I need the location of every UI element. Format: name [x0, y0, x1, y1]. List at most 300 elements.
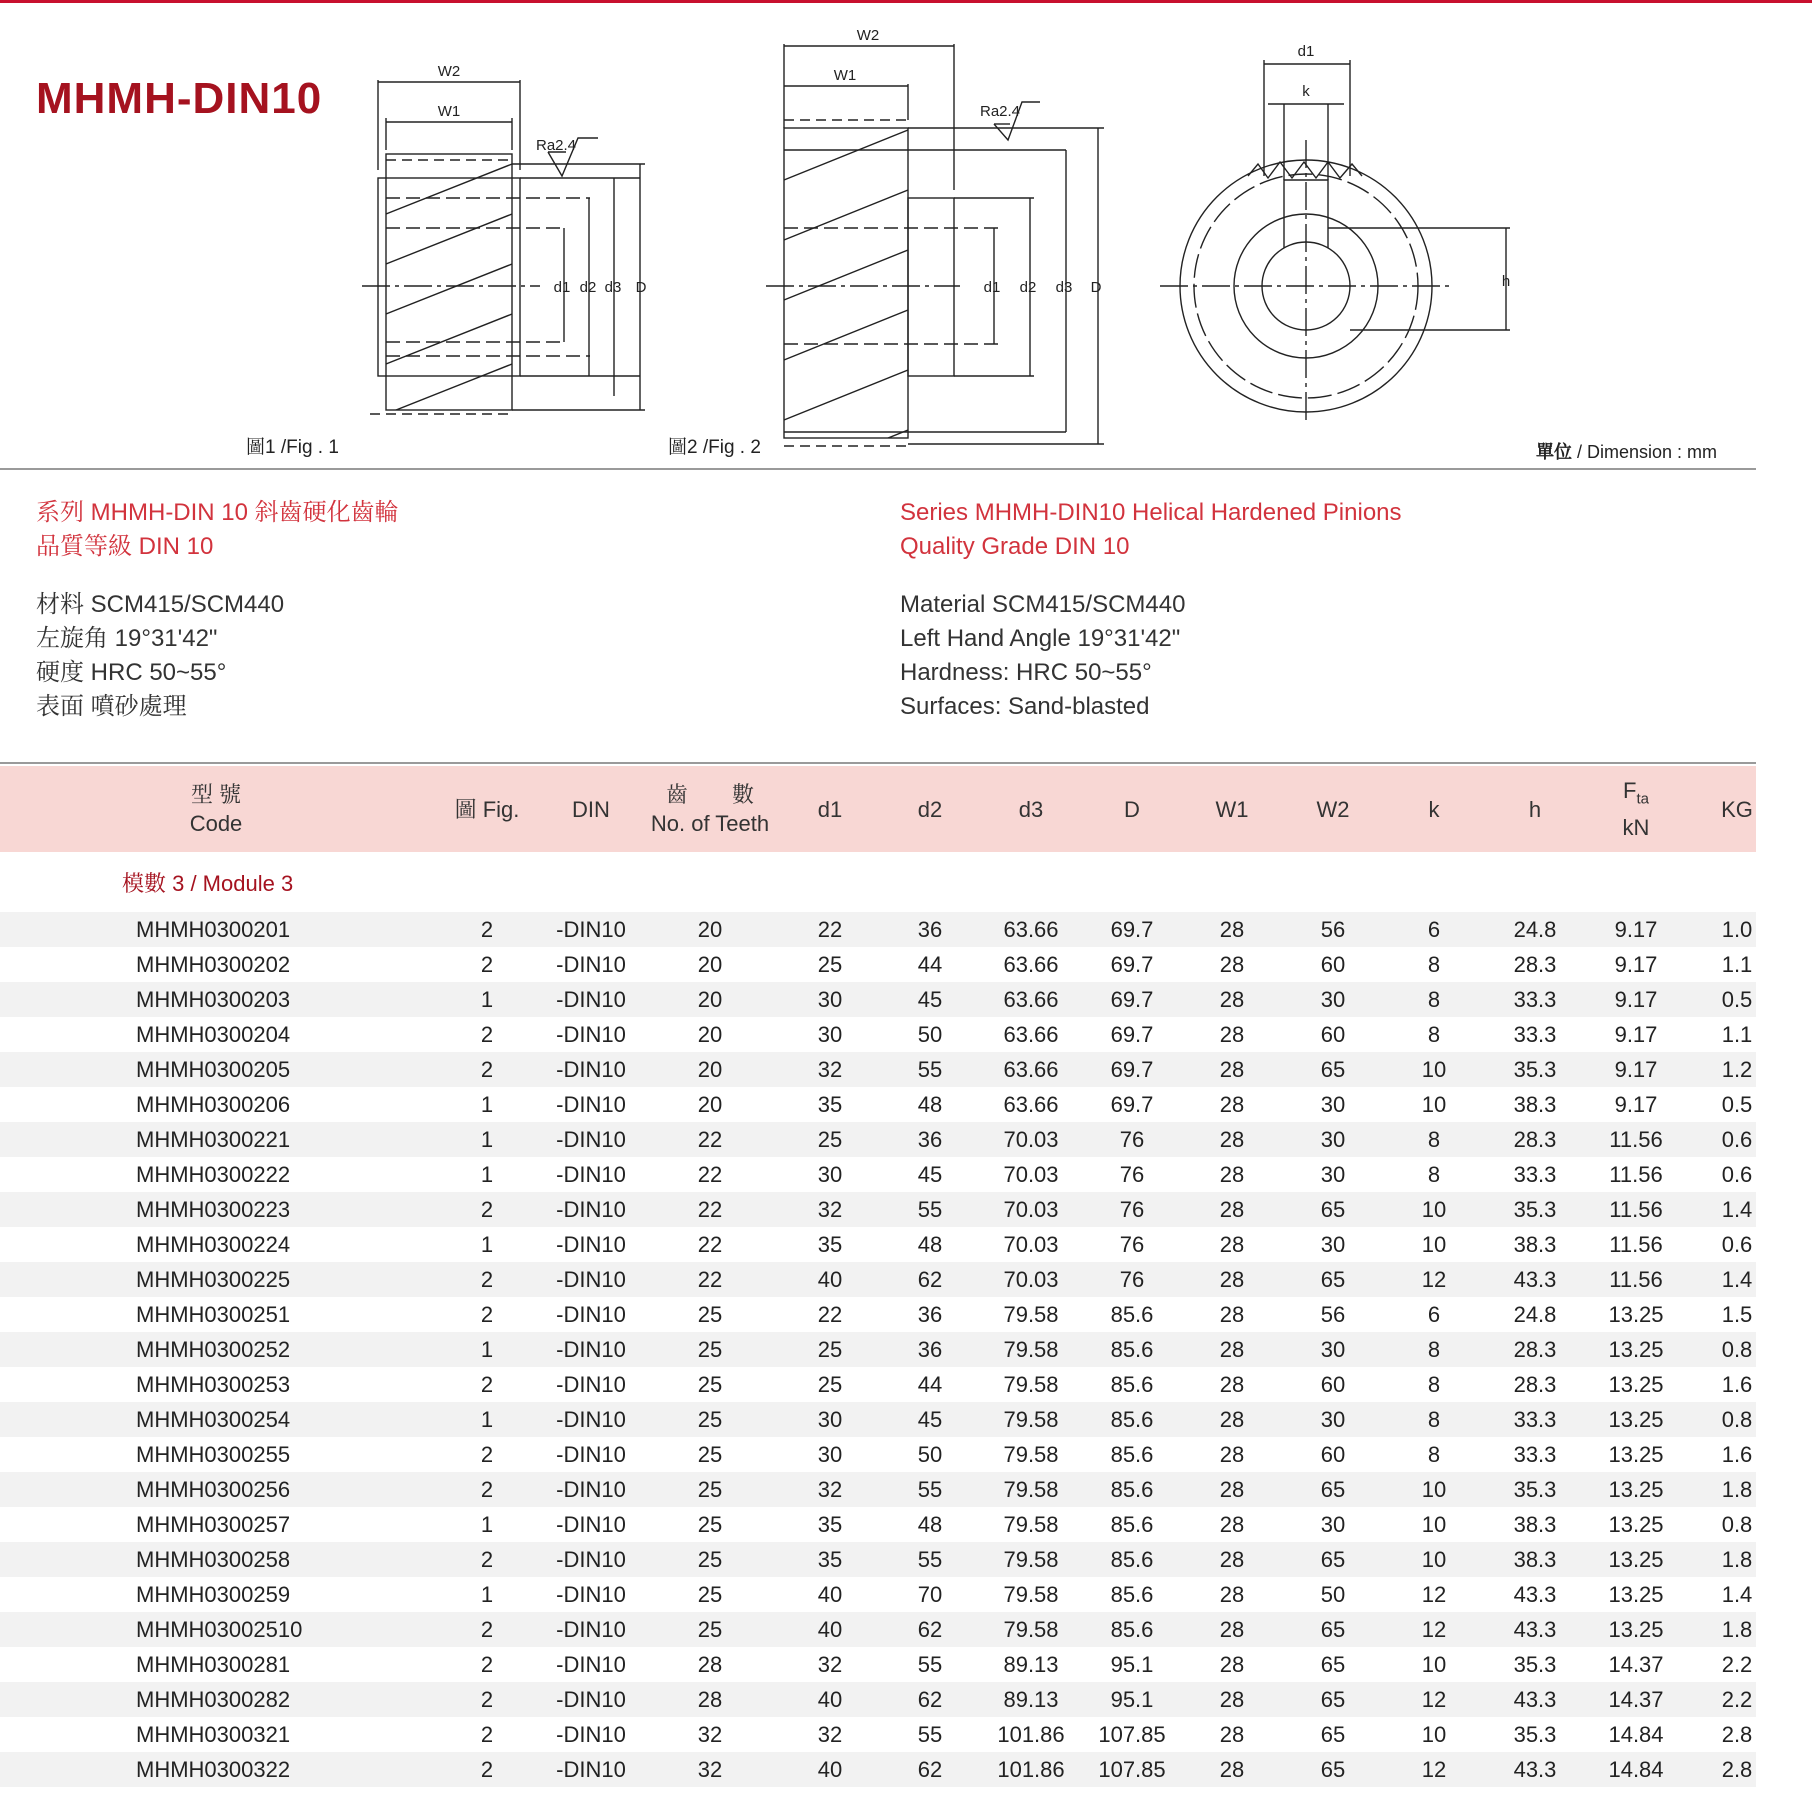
cell-w1: 28 — [1219, 1021, 1245, 1047]
fig1-caption: 圖1 /Fig . 1 — [246, 437, 339, 458]
cell-k: 8 — [1427, 986, 1441, 1012]
cell-d2: 62 — [917, 1756, 943, 1782]
cell-code: MHMH0300258 — [136, 1546, 291, 1572]
side-d1-label: d1 — [1297, 43, 1315, 60]
cell-din: -DIN10 — [556, 1371, 626, 1397]
cell-code: MHMH03002510 — [136, 1616, 303, 1642]
cell-w2: 30 — [1320, 1126, 1346, 1152]
cell-fig: 2 — [480, 1616, 494, 1642]
cell-kg: 1.0 — [1721, 916, 1753, 942]
cell-h: 28.3 — [1513, 1126, 1557, 1152]
cell-kg: 0.6 — [1721, 1161, 1753, 1187]
cell-w2: 60 — [1320, 1021, 1346, 1047]
cell-code: MHMH0300256 — [136, 1476, 291, 1502]
cell-k: 8 — [1427, 951, 1441, 977]
cell-d3: 79.58 — [1003, 1476, 1059, 1502]
cell-teeth: 20 — [697, 1021, 723, 1047]
cell-kg: 2.8 — [1721, 1756, 1753, 1782]
cell-w1: 28 — [1219, 1301, 1245, 1327]
cell-d1: 35 — [817, 1231, 843, 1257]
cell-kg: 0.6 — [1721, 1231, 1753, 1257]
cell-h: 24.8 — [1513, 916, 1557, 942]
cell-d1: 30 — [817, 1161, 843, 1187]
spec-en-series: Series MHMH-DIN10 Helical Hardened Pinions — [900, 499, 1402, 526]
cell-d3: 89.13 — [1003, 1686, 1059, 1712]
cell-teeth: 28 — [697, 1686, 723, 1712]
cell-w1: 28 — [1219, 1336, 1245, 1362]
cell-fta: 13.25 — [1608, 1476, 1664, 1502]
divider-top — [0, 468, 1756, 470]
cell-fta: 14.37 — [1608, 1686, 1664, 1712]
cell-h: 33.3 — [1513, 986, 1557, 1012]
cell-w2: 50 — [1320, 1581, 1346, 1607]
fig2-d3-label: d3 — [1055, 279, 1073, 296]
cell-d3: 79.58 — [1003, 1546, 1059, 1572]
cell-w2: 65 — [1320, 1616, 1346, 1642]
cell-fig: 2 — [480, 1266, 494, 1292]
cell-code: MHMH0300224 — [136, 1231, 291, 1257]
spec-zh-surface: 表面 噴砂處理 — [36, 693, 187, 720]
cell-fta: 13.25 — [1608, 1581, 1664, 1607]
cell-w2: 60 — [1320, 951, 1346, 977]
cell-d2: 55 — [917, 1651, 943, 1677]
cell-h: 28.3 — [1513, 1371, 1557, 1397]
cell-teeth: 22 — [697, 1161, 723, 1187]
cell-k: 12 — [1421, 1616, 1447, 1642]
fig1-d2-label: d2 — [579, 279, 597, 296]
cell-din: -DIN10 — [556, 1126, 626, 1152]
cell-fta: 13.25 — [1608, 1511, 1664, 1537]
cell-kg: 0.8 — [1721, 1406, 1753, 1432]
cell-w2: 56 — [1320, 916, 1346, 942]
cell-d3: 63.66 — [1003, 916, 1059, 942]
header-fig: 圖 Fig. — [454, 796, 520, 822]
dimension-unit-note — [1536, 438, 1717, 464]
cell-h: 35.3 — [1513, 1721, 1557, 1747]
cell-kg: 1.8 — [1721, 1616, 1753, 1642]
cell-d1: 32 — [817, 1651, 843, 1677]
cell-teeth: 25 — [697, 1476, 723, 1502]
cell-k: 10 — [1421, 1196, 1447, 1222]
cell-d2: 55 — [917, 1721, 943, 1747]
table-row — [0, 1332, 1756, 1367]
cell-kg: 1.6 — [1721, 1441, 1753, 1467]
cell-D: 76 — [1119, 1266, 1145, 1292]
cell-fig: 2 — [480, 1721, 494, 1747]
table-row — [0, 1017, 1756, 1052]
cell-teeth: 20 — [697, 986, 723, 1012]
cell-code: MHMH0300281 — [136, 1651, 291, 1677]
cell-d2: 48 — [917, 1091, 943, 1117]
header-D: D — [1124, 796, 1140, 822]
cell-fig: 1 — [480, 1336, 494, 1362]
cell-d2: 44 — [917, 951, 943, 977]
cell-D: 85.6 — [1110, 1476, 1154, 1502]
cell-d2: 45 — [917, 1161, 943, 1187]
cell-d1: 25 — [817, 1371, 843, 1397]
cell-d2: 48 — [917, 1511, 943, 1537]
cell-fta: 14.84 — [1608, 1756, 1664, 1782]
cell-d2: 70 — [917, 1581, 943, 1607]
cell-fta: 11.56 — [1609, 1231, 1663, 1257]
cell-k: 10 — [1421, 1511, 1447, 1537]
cell-d2: 55 — [917, 1196, 943, 1222]
cell-din: -DIN10 — [556, 1021, 626, 1047]
cell-fta: 11.56 — [1609, 1126, 1663, 1152]
cell-w2: 65 — [1320, 1476, 1346, 1502]
fig1-w2-label: W2 — [437, 63, 461, 80]
cell-d2: 50 — [917, 1441, 943, 1467]
spec-en-material: Material SCM415/SCM440 — [900, 591, 1186, 618]
fig1-d3-label: d3 — [604, 279, 622, 296]
cell-d1: 32 — [817, 1056, 843, 1082]
cell-h: 38.3 — [1513, 1546, 1557, 1572]
cell-fta: 9.17 — [1614, 1021, 1658, 1047]
cell-w1: 28 — [1219, 1616, 1245, 1642]
cell-w2: 30 — [1320, 1161, 1346, 1187]
cell-k: 10 — [1421, 1091, 1447, 1117]
cell-din: -DIN10 — [556, 1231, 626, 1257]
cell-D: 85.6 — [1110, 1336, 1154, 1362]
cell-din: -DIN10 — [556, 916, 626, 942]
cell-k: 6 — [1427, 916, 1441, 942]
cell-d3: 63.66 — [1003, 1056, 1059, 1082]
header-d3: d3 — [1018, 796, 1044, 822]
cell-d1: 35 — [817, 1091, 843, 1117]
cell-teeth: 20 — [697, 951, 723, 977]
fig1-d1-label: d1 — [553, 279, 571, 296]
table-row — [0, 1437, 1756, 1472]
cell-k: 10 — [1421, 1056, 1447, 1082]
cell-fig: 1 — [480, 1126, 494, 1152]
cell-w2: 60 — [1320, 1371, 1346, 1397]
fig1-D-label: D — [635, 279, 647, 296]
cell-w2: 30 — [1320, 1406, 1346, 1432]
cell-fig: 2 — [480, 1371, 494, 1397]
cell-d2: 55 — [917, 1056, 943, 1082]
cell-k: 6 — [1427, 1301, 1441, 1327]
cell-k: 12 — [1421, 1756, 1447, 1782]
cell-din: -DIN10 — [556, 1196, 626, 1222]
cell-fta: 13.25 — [1608, 1371, 1664, 1397]
cell-k: 8 — [1427, 1371, 1441, 1397]
cell-w1: 28 — [1219, 1126, 1245, 1152]
cell-fig: 1 — [480, 1511, 494, 1537]
side-view-drawing — [1160, 60, 1510, 420]
cell-code: MHMH0300222 — [136, 1161, 291, 1187]
cell-teeth: 22 — [697, 1266, 723, 1292]
table-row — [0, 982, 1756, 1017]
header-din: DIN — [572, 796, 610, 822]
spec-en-grade: Quality Grade DIN 10 — [900, 533, 1130, 560]
cell-w2: 65 — [1320, 1196, 1346, 1222]
cell-din: -DIN10 — [556, 1091, 626, 1117]
cell-kg: 0.5 — [1721, 986, 1753, 1012]
cell-code: MHMH0300204 — [136, 1021, 291, 1047]
cell-h: 28.3 — [1513, 1336, 1557, 1362]
cell-fig: 2 — [480, 1651, 494, 1677]
spec-zh-angle: 左旋角 19°31'42" — [36, 625, 218, 652]
cell-code: MHMH0300254 — [136, 1406, 291, 1432]
cell-D: 85.6 — [1110, 1406, 1154, 1432]
cell-w1: 28 — [1219, 1441, 1245, 1467]
cell-d2: 50 — [917, 1021, 943, 1047]
figure-1-drawing — [362, 80, 645, 464]
cell-h: 33.3 — [1513, 1406, 1557, 1432]
header-w2: W2 — [1316, 796, 1350, 822]
cell-code: MHMH0300282 — [136, 1686, 291, 1712]
cell-d3: 63.66 — [1003, 951, 1059, 977]
table-row — [0, 1367, 1756, 1402]
header-code-zh: 型 號 — [190, 782, 242, 807]
cell-D: 69.7 — [1110, 916, 1154, 942]
cell-w1: 28 — [1219, 1756, 1245, 1782]
cell-din: -DIN10 — [556, 1686, 626, 1712]
spec-zh-grade: 品質等級 DIN 10 — [36, 533, 214, 560]
fig1-w1-label: W1 — [437, 103, 461, 120]
cell-w2: 65 — [1320, 1651, 1346, 1677]
cell-d2: 36 — [917, 1336, 943, 1362]
cell-teeth: 32 — [697, 1721, 723, 1747]
cell-d3: 63.66 — [1003, 1091, 1059, 1117]
spec-zh-series: 系列 MHMH-DIN 10 斜齒硬化齒輪 — [36, 499, 399, 526]
cell-d2: 55 — [917, 1546, 943, 1572]
cell-h: 38.3 — [1513, 1091, 1557, 1117]
cell-teeth: 25 — [697, 1371, 723, 1397]
cell-din: -DIN10 — [556, 1476, 626, 1502]
cell-D: 107.85 — [1098, 1721, 1166, 1747]
cell-fig: 1 — [480, 1091, 494, 1117]
cell-kg: 2.2 — [1721, 1686, 1753, 1712]
header-fta-sub: ta — [1636, 790, 1649, 808]
spec-english — [900, 496, 1402, 724]
fig1-ra-label: Ra2.4 — [535, 137, 577, 154]
spec-en-hardness: Hardness: HRC 50~55° — [900, 659, 1152, 686]
cell-h: 35.3 — [1513, 1056, 1557, 1082]
cell-d1: 25 — [817, 1126, 843, 1152]
cell-d1: 22 — [817, 1301, 843, 1327]
cell-code: MHMH0300322 — [136, 1756, 291, 1782]
fig2-d2-label: d2 — [1019, 279, 1037, 296]
cell-kg: 0.6 — [1721, 1126, 1753, 1152]
cell-k: 10 — [1421, 1476, 1447, 1502]
cell-d3: 70.03 — [1003, 1231, 1059, 1257]
cell-code: MHMH0300201 — [136, 916, 291, 942]
cell-din: -DIN10 — [556, 1301, 626, 1327]
cell-code: MHMH0300202 — [136, 951, 291, 977]
cell-w1: 28 — [1219, 1546, 1245, 1572]
cell-din: -DIN10 — [556, 1336, 626, 1362]
spec-zh-material: 材料 SCM415/SCM440 — [36, 591, 285, 618]
cell-fta: 11.56 — [1609, 1266, 1663, 1292]
cell-fig: 2 — [480, 1686, 494, 1712]
cell-code: MHMH0300253 — [136, 1371, 291, 1397]
cell-w1: 28 — [1219, 1231, 1245, 1257]
cell-D: 76 — [1119, 1196, 1145, 1222]
cell-din: -DIN10 — [556, 1581, 626, 1607]
cell-fta: 13.25 — [1608, 1616, 1664, 1642]
cell-d1: 30 — [817, 1021, 843, 1047]
cell-k: 8 — [1427, 1406, 1441, 1432]
cell-fig: 2 — [480, 916, 494, 942]
cell-teeth: 25 — [697, 1301, 723, 1327]
cell-teeth: 22 — [697, 1126, 723, 1152]
cell-w1: 28 — [1219, 1406, 1245, 1432]
cell-code: MHMH0300206 — [136, 1091, 291, 1117]
cell-code: MHMH0300221 — [136, 1126, 291, 1152]
cell-d3: 70.03 — [1003, 1196, 1059, 1222]
cell-code: MHMH0300252 — [136, 1336, 291, 1362]
cell-kg: 1.1 — [1721, 951, 1753, 977]
cell-teeth: 20 — [697, 916, 723, 942]
cell-teeth: 28 — [697, 1651, 723, 1677]
cell-d2: 55 — [917, 1476, 943, 1502]
cell-fta: 9.17 — [1614, 951, 1658, 977]
cell-fig: 2 — [480, 1546, 494, 1572]
cell-teeth: 25 — [697, 1406, 723, 1432]
header-teeth-zh: 齒 數 — [665, 782, 754, 807]
cell-w1: 28 — [1219, 1161, 1245, 1187]
cell-h: 38.3 — [1513, 1231, 1557, 1257]
cell-fta: 13.25 — [1608, 1336, 1664, 1362]
header-d2: d2 — [917, 796, 943, 822]
cell-fig: 2 — [480, 1196, 494, 1222]
cell-h: 43.3 — [1513, 1616, 1557, 1642]
cell-w1: 28 — [1219, 1091, 1245, 1117]
table-row — [0, 1472, 1756, 1507]
cell-w1: 28 — [1219, 1371, 1245, 1397]
cell-h: 28.3 — [1513, 951, 1557, 977]
cell-d2: 62 — [917, 1686, 943, 1712]
cell-w2: 65 — [1320, 1721, 1346, 1747]
unit-suffix: / Dimension : mm — [1571, 442, 1717, 462]
cell-kg: 1.8 — [1721, 1476, 1753, 1502]
cell-w1: 28 — [1219, 1686, 1245, 1712]
cell-fta: 13.25 — [1608, 1301, 1664, 1327]
cell-fta: 9.17 — [1614, 1091, 1658, 1117]
cell-fta: 13.25 — [1608, 1406, 1664, 1432]
cell-d1: 30 — [817, 986, 843, 1012]
table-row — [0, 1752, 1756, 1787]
cell-fig: 1 — [480, 1231, 494, 1257]
cell-d3: 79.58 — [1003, 1511, 1059, 1537]
cell-w2: 30 — [1320, 1336, 1346, 1362]
cell-w1: 28 — [1219, 916, 1245, 942]
cell-teeth: 22 — [697, 1196, 723, 1222]
cell-fig: 2 — [480, 1756, 494, 1782]
cell-teeth: 20 — [697, 1091, 723, 1117]
unit-prefix: 單位 — [1535, 442, 1572, 462]
cell-fta: 11.56 — [1609, 1161, 1663, 1187]
cell-w1: 28 — [1219, 1511, 1245, 1537]
cell-fig: 2 — [480, 1476, 494, 1502]
cell-w2: 65 — [1320, 1686, 1346, 1712]
cell-w1: 28 — [1219, 1651, 1245, 1677]
cell-d2: 62 — [917, 1266, 943, 1292]
header-d1: d1 — [817, 796, 843, 822]
cell-d2: 36 — [917, 1301, 943, 1327]
cell-h: 33.3 — [1513, 1161, 1557, 1187]
cell-w2: 56 — [1320, 1301, 1346, 1327]
cell-D: 85.6 — [1110, 1371, 1154, 1397]
header-h: h — [1528, 796, 1542, 822]
cell-h: 35.3 — [1513, 1651, 1557, 1677]
cell-k: 8 — [1427, 1021, 1441, 1047]
cell-d3: 79.58 — [1003, 1581, 1059, 1607]
cell-teeth: 20 — [697, 1056, 723, 1082]
module-label: 模數 3 / Module 3 — [122, 870, 294, 896]
cell-w2: 65 — [1320, 1546, 1346, 1572]
cell-k: 8 — [1427, 1126, 1441, 1152]
cell-h: 33.3 — [1513, 1021, 1557, 1047]
cell-d3: 79.58 — [1003, 1616, 1059, 1642]
cell-h: 35.3 — [1513, 1196, 1557, 1222]
cell-w1: 28 — [1219, 1581, 1245, 1607]
cell-d3: 70.03 — [1003, 1161, 1059, 1187]
cell-w2: 30 — [1320, 1231, 1346, 1257]
cell-d1: 32 — [817, 1721, 843, 1747]
cell-d3: 101.86 — [997, 1721, 1065, 1747]
cell-d2: 44 — [917, 1371, 943, 1397]
cell-din: -DIN10 — [556, 951, 626, 977]
cell-fta: 11.56 — [1609, 1196, 1663, 1222]
table-row — [0, 1542, 1756, 1577]
cell-D: 85.6 — [1110, 1441, 1154, 1467]
cell-d2: 48 — [917, 1231, 943, 1257]
side-k-label: k — [1302, 83, 1310, 100]
cell-w1: 28 — [1219, 1476, 1245, 1502]
cell-d3: 70.03 — [1003, 1266, 1059, 1292]
cell-din: -DIN10 — [556, 1511, 626, 1537]
cell-w2: 30 — [1320, 986, 1346, 1012]
table-row — [0, 1717, 1756, 1752]
cell-teeth: 22 — [697, 1231, 723, 1257]
cell-k: 12 — [1421, 1686, 1447, 1712]
cell-D: 95.1 — [1110, 1686, 1154, 1712]
cell-d2: 45 — [917, 986, 943, 1012]
fig2-w2-label: W2 — [856, 27, 880, 44]
cell-w1: 28 — [1219, 986, 1245, 1012]
cell-w1: 28 — [1219, 1196, 1245, 1222]
cell-D: 69.7 — [1110, 1091, 1154, 1117]
cell-fig: 1 — [480, 986, 494, 1012]
cell-din: -DIN10 — [556, 1266, 626, 1292]
cell-kg: 1.4 — [1721, 1266, 1753, 1292]
header-code — [0, 780, 432, 838]
cell-kg: 2.8 — [1721, 1721, 1753, 1747]
spec-zh-hardness: 硬度 HRC 50~55° — [36, 659, 227, 686]
cell-h: 24.8 — [1513, 1301, 1557, 1327]
cell-code: MHMH0300251 — [136, 1301, 291, 1327]
cell-d2: 36 — [917, 1126, 943, 1152]
header-teeth — [640, 780, 780, 838]
table-row — [0, 1157, 1756, 1192]
header-kg: KG — [1721, 796, 1753, 822]
page-title: MHMH-DIN10 — [36, 74, 323, 123]
cell-D: 95.1 — [1110, 1651, 1154, 1677]
cell-d1: 40 — [817, 1616, 843, 1642]
header-k: k — [1428, 796, 1440, 822]
cell-fig: 2 — [480, 1021, 494, 1047]
cell-din: -DIN10 — [556, 1721, 626, 1747]
cell-d3: 89.13 — [1003, 1651, 1059, 1677]
table-row — [0, 1612, 1756, 1647]
cell-k: 10 — [1421, 1546, 1447, 1572]
cell-D: 85.6 — [1110, 1301, 1154, 1327]
cell-D: 85.6 — [1110, 1511, 1154, 1537]
cell-D: 107.85 — [1098, 1756, 1166, 1782]
cell-d1: 40 — [817, 1581, 843, 1607]
